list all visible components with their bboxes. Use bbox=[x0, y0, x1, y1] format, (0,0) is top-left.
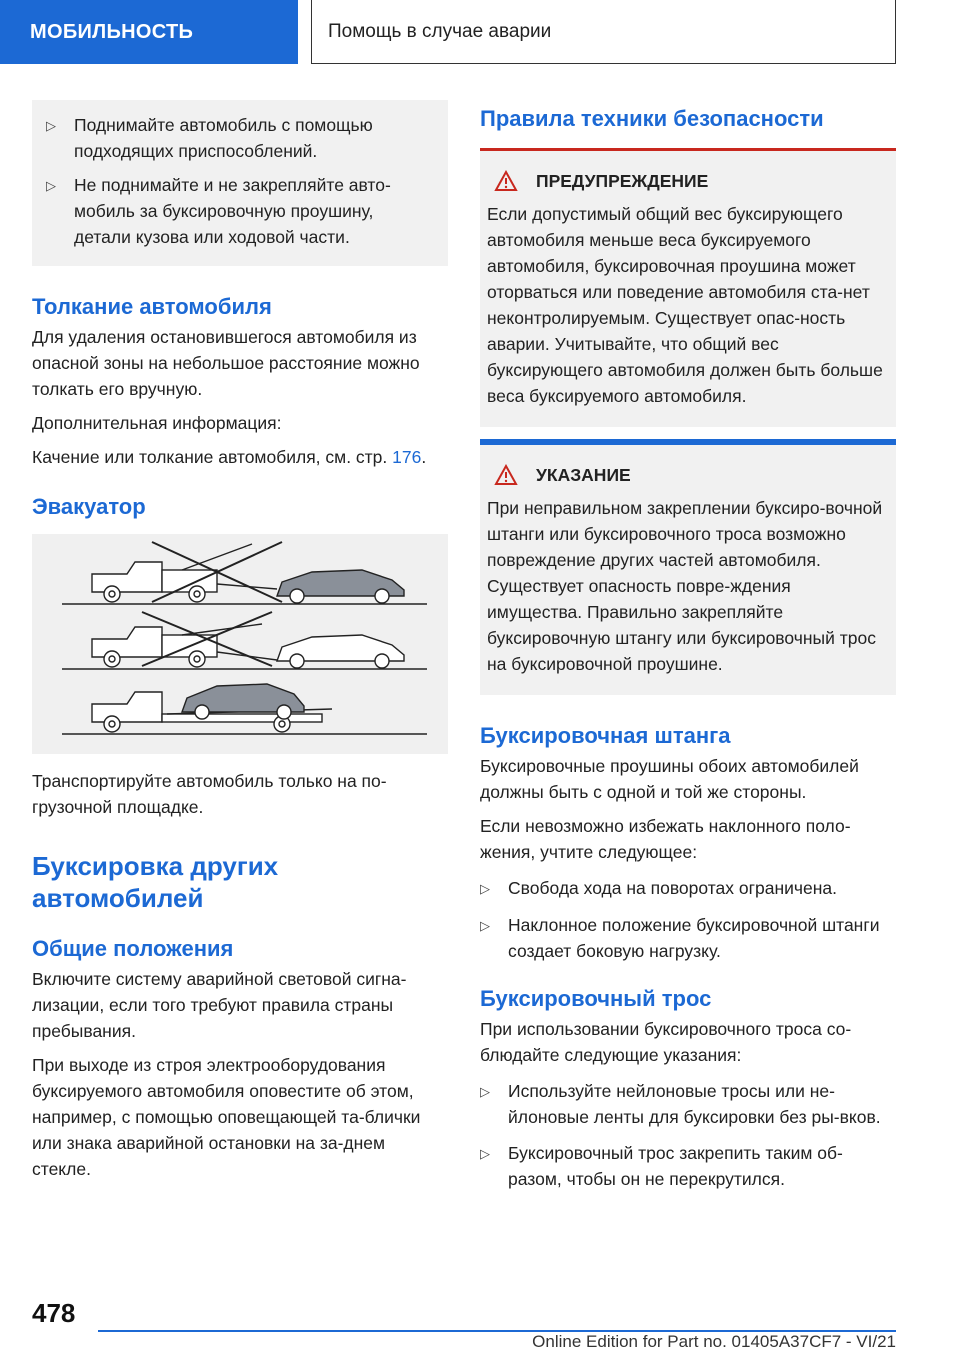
warning-triangle-icon bbox=[494, 170, 536, 192]
section-title: МОБИЛЬНОСТЬ bbox=[30, 20, 194, 43]
warning-heading bbox=[494, 165, 884, 197]
chapter-header bbox=[311, 0, 896, 64]
general-paragraph-1: Включите систему аварийной световой сигна-лизации, если того требуют правила страны пребывания. bbox=[32, 969, 407, 1041]
page-link[interactable]: 176 bbox=[392, 447, 422, 467]
push-paragraph: Для удаления остановившегося автомобиля из опасной зоны на небольшое расстояние можно толкать его вручную. bbox=[32, 327, 420, 399]
notice-label: УКАЗАНИЕ bbox=[536, 464, 631, 485]
warning-box bbox=[480, 151, 896, 427]
list-item: ▷ Наклонное положение буксировочной штанги создает боковую нагрузку. bbox=[480, 912, 896, 964]
warning-label: ПРЕДУПРЕЖДЕНИЕ bbox=[536, 170, 709, 191]
triangle-bullet-icon: ▷ bbox=[480, 881, 490, 896]
triangle-bullet-icon: ▷ bbox=[480, 918, 490, 933]
page-number: 478 bbox=[32, 1298, 76, 1328]
triangle-bullet-icon: ▷ bbox=[480, 1146, 490, 1161]
chapter-title: Помощь в случае аварии bbox=[328, 20, 552, 42]
tow-truck-caption: Транспортируйте автомобиль только на по-грузочной площадке. bbox=[32, 771, 387, 817]
notice-box bbox=[480, 445, 896, 695]
tow-bar-paragraph-1: Буксировочные проушины обоих автомобилей должны быть с одной и той же стороны. bbox=[480, 756, 859, 802]
section-tab bbox=[0, 0, 298, 64]
general-title: Общие положения bbox=[32, 936, 234, 961]
notice-triangle-icon bbox=[494, 464, 536, 486]
tow-bar-title: Буксировочная штанга bbox=[480, 723, 731, 748]
safety-title: Правила техники безопасности bbox=[480, 106, 824, 131]
left-column bbox=[32, 100, 448, 1182]
intro-bullets-box bbox=[32, 100, 448, 266]
notice-text: При неправильном закреплении буксиро-вочной штанги или буксировочного троса возможно повреждение других частей автомобиля. Существует опасность повре-ждения имущества. Правильно закрепляйте буксировочную штангу или буксировочный трос на буксировочной проушине. bbox=[487, 498, 883, 674]
notice-heading bbox=[494, 459, 884, 491]
tow-truck-illustration bbox=[32, 534, 448, 754]
edition-text: Online Edition for Part no. 01405A37CF7 - VI/21 bbox=[532, 1332, 896, 1351]
tow-rope-title: Буксировочный трос bbox=[480, 986, 712, 1011]
tow-truck-title: Эвакуатор bbox=[32, 494, 146, 519]
list-item: ▷ Не поднимайте и не закрепляйте авто-мобиль за буксировочную проушину, детали кузова или ходовой части. bbox=[46, 172, 428, 250]
push-title: Толкание автомобиля bbox=[32, 294, 272, 319]
tow-rope-paragraph: При использовании буксировочного троса со-блюдайте следующие указания: bbox=[480, 1019, 852, 1065]
towing-others-title: Буксировка других автомобилей bbox=[32, 851, 279, 913]
triangle-bullet-icon: ▷ bbox=[46, 118, 56, 133]
general-paragraph-2: При выходе из строя электрооборудования буксируемого автомобиля оповестите об этом, например, с помощью оповещающей та-блички или знака аварийной остановки на за-днем стекле. bbox=[32, 1055, 421, 1179]
cross-reference: Качение или толкание автомобиля, см. стр. 176. bbox=[32, 447, 427, 467]
tow-truck-drawing bbox=[32, 534, 448, 754]
list-item: ▷ Буксировочный трос закрепить таким об-разом, чтобы он не перекрутился. bbox=[480, 1140, 896, 1192]
triangle-bullet-icon: ▷ bbox=[46, 178, 56, 193]
tow-bar-paragraph-2: Если невозможно избежать наклонного поло-жения, учтите следующее: bbox=[480, 816, 851, 862]
right-column bbox=[480, 100, 896, 1192]
list-item: ▷ Свобода хода на поворотах ограничена. bbox=[480, 875, 896, 902]
triangle-bullet-icon: ▷ bbox=[480, 1084, 490, 1099]
warning-text: Если допустимый общий вес буксирующего автомобиля меньше веса буксируемого автомобиля, буксировочная проушина может оторваться или поведение автомобиля ста-нет неконтролируемым. Существует опас-ность аварии. Учитывайте, что общий вес буксирующего автомобиля должен быть больше веса буксируемого автомобиля. bbox=[487, 204, 883, 406]
list-item: ▷ Используйте нейлоновые тросы или не-йлоновые ленты для буксировки без ры-вков. bbox=[480, 1078, 896, 1130]
more-info-label: Дополнительная информация: bbox=[32, 413, 282, 433]
list-item: ▷ Поднимайте автомобиль с помощью подходящих приспособлений. bbox=[46, 112, 428, 164]
